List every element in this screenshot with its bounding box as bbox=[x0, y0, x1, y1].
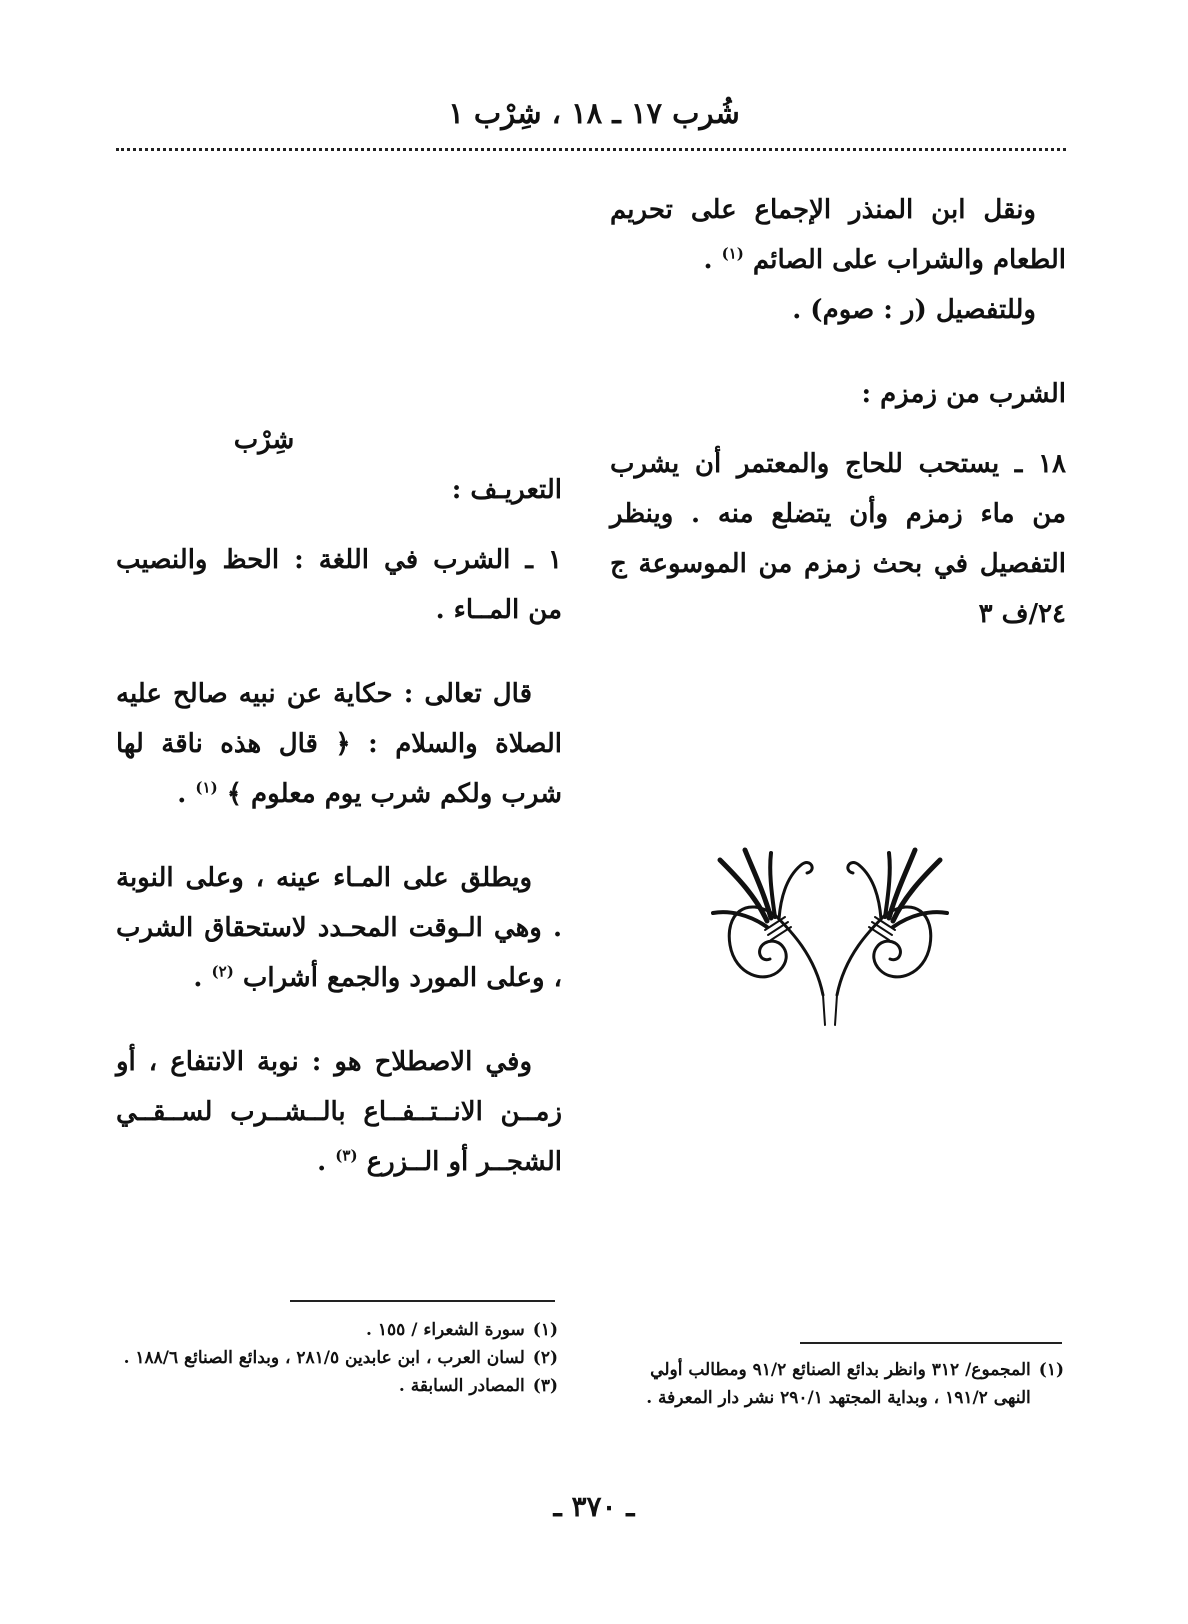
page-number: ـ ٣٧٠ ـ bbox=[553, 1490, 635, 1523]
left-column bbox=[116, 415, 562, 1187]
footnote-ref: (٣) bbox=[335, 1146, 358, 1165]
entry-title: شِرْب bbox=[233, 425, 295, 455]
footnote-item bbox=[112, 1344, 558, 1372]
right-para-3: ١٨ ـ يستحب للحاج والمعتمر أن يشرب من ماء زمزم وأن يتضلع منه . وينظر التفصيل في بحث زمزم من الموسوعة ج ٢٤/ف ٣ bbox=[610, 449, 1066, 629]
footnote-rule-left bbox=[290, 1300, 555, 1302]
section-heading: الشرب من زمزم : bbox=[861, 379, 1066, 409]
footnote-rule-right bbox=[800, 1342, 1062, 1344]
footnote-number: (٢) bbox=[532, 1348, 558, 1368]
right-para-1-end: . bbox=[703, 245, 713, 275]
right-para-2: وللتفصيل (ر : صوم) . bbox=[792, 295, 1036, 325]
footnote-ref: (٢) bbox=[211, 962, 234, 981]
left-para-3-text: ويطلق على المـاء عينه ، وعلى النوبة . وهي الـوقت المحـدد لاستحقاق الشرب ، وعلى المورد والجمع أشراب bbox=[116, 863, 562, 993]
footnote-ref: (١) bbox=[721, 244, 744, 263]
footnote-item bbox=[112, 1316, 558, 1344]
footnote-number: (١) bbox=[1038, 1360, 1064, 1380]
left-para-2 bbox=[116, 669, 562, 819]
footnote-number: (١) bbox=[532, 1320, 558, 1340]
footnote-text: لسان العرب ، ابن عابدين ٢٨١/٥ ، وبدائع الصنائع ١٨٨/٦ . bbox=[123, 1348, 525, 1368]
footnote-number: (٣) bbox=[532, 1376, 558, 1396]
right-para-1-text: ونقل ابن المنذر الإجماع على تحريم الطعام والشراب على الصائم bbox=[610, 195, 1066, 275]
left-para-4-text: وفي الاصطلاح هو : نوبة الانتفاع ، أو زمــن الانــتــفــاع بالــشــرب لســقــي الشجــر أو الــزرع bbox=[116, 1047, 562, 1177]
footnote-item bbox=[112, 1372, 558, 1400]
footnote-ref: (١) bbox=[195, 778, 218, 797]
footnote-text: المصادر السابقة . bbox=[398, 1376, 525, 1396]
right-para-1 bbox=[610, 185, 1066, 285]
left-para-4-end: . bbox=[317, 1147, 327, 1177]
running-header: شُرب ١٧ ـ ١٨ ، شِرْب ١ bbox=[448, 96, 740, 130]
left-para-3 bbox=[116, 853, 562, 1003]
footnote-text: المجموع/ ٣١٢ وانظر بدائع الصنائع ٩١/٢ ومطالب أولي النهى ١٩١/٢ ، وبداية المجتهد ٢٩٠/١ نشر دار المعرفة . bbox=[646, 1360, 1031, 1408]
definition-heading: التعريـف : bbox=[451, 475, 562, 505]
footnotes-right bbox=[612, 1356, 1064, 1412]
header-dotted-rule bbox=[116, 148, 1066, 151]
footnote-text: سورة الشعراء / ١٥٥ . bbox=[366, 1320, 525, 1340]
left-para-2-text: قال تعالى : حكاية عن نبيه صالح عليه الصلاة والسلام : ﴿ قال هذه ناقة لها شرب ولكم شرب يوم معلوم ﴾ bbox=[116, 679, 562, 809]
left-para-2-end: . bbox=[177, 779, 187, 809]
footnotes-left bbox=[112, 1316, 558, 1400]
right-column bbox=[610, 185, 1066, 639]
footnote-item bbox=[612, 1356, 1064, 1412]
left-para-1: ١ ـ الشرب في اللغة : الحظ والنصيب من المــاء . bbox=[116, 545, 562, 625]
floral-ornament-icon bbox=[705, 835, 955, 1035]
left-para-4 bbox=[116, 1037, 562, 1187]
left-para-3-end: . bbox=[193, 963, 203, 993]
